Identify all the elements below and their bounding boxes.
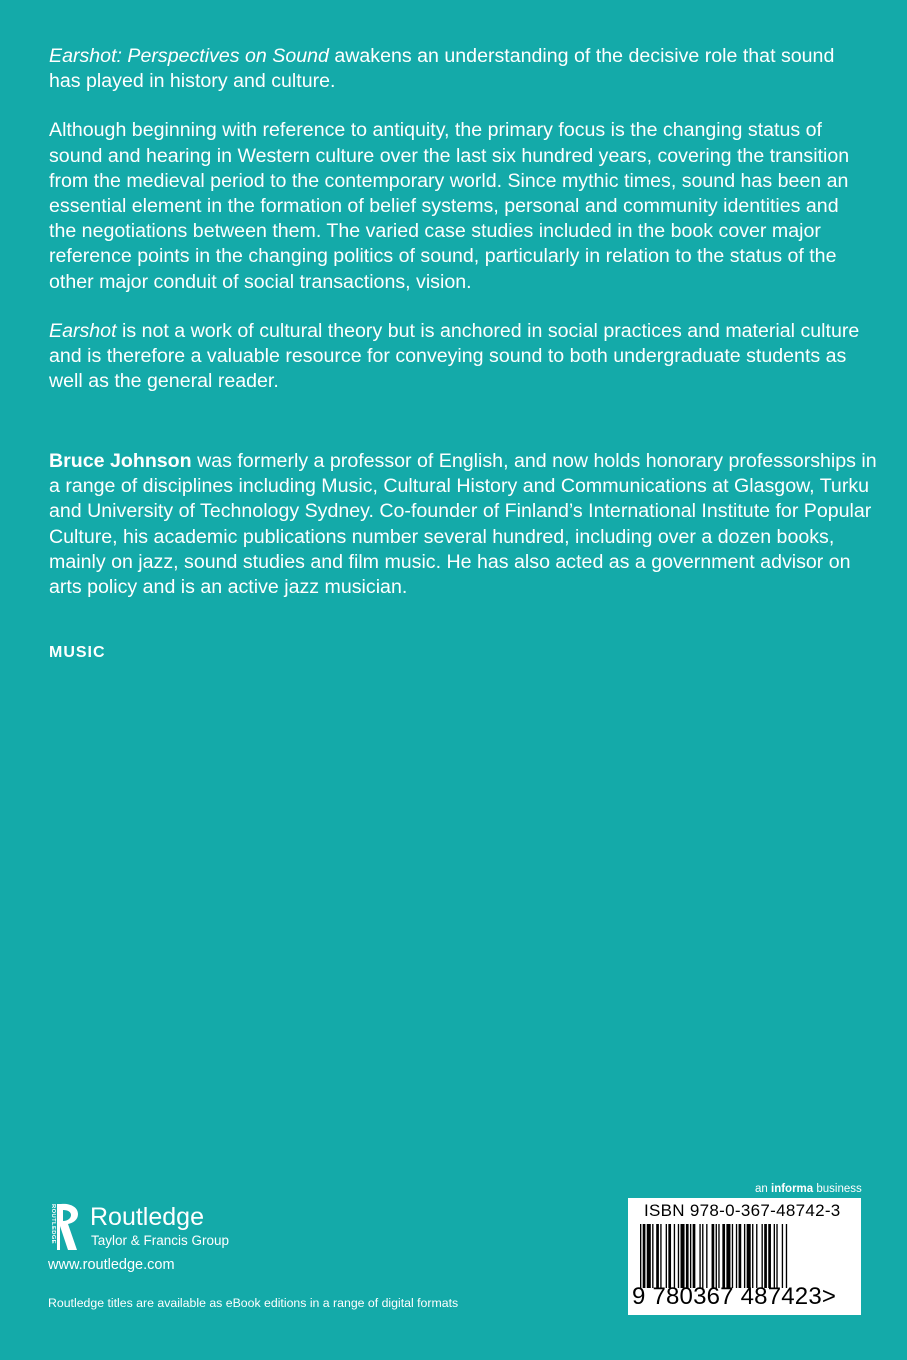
barcode-bars <box>638 1224 852 1288</box>
blurb-text: is not a work of cultural theory but is anchored in social practices and material culture and is therefore a valuable resource for conveying sound to both undergraduate students as well as the general reader. <box>49 319 860 393</box>
ebook-note: Routledge titles are available as eBook editions in a range of digital formats <box>48 1296 459 1310</box>
subject-category: MUSIC <box>49 644 106 661</box>
blurb-paragraph-3 <box>49 319 871 395</box>
barcode-digits: 9 780367 487423> <box>632 1283 837 1310</box>
barcode-bar <box>747 1224 751 1288</box>
barcode-bar <box>702 1224 703 1288</box>
barcode-bar <box>668 1224 671 1288</box>
barcode-bar <box>718 1224 719 1288</box>
barcode-bar <box>786 1224 787 1288</box>
informa-brand: informa <box>771 1183 814 1195</box>
barcode-bar <box>666 1224 667 1288</box>
barcode-bar <box>678 1224 679 1288</box>
barcode-bar <box>764 1224 767 1288</box>
barcode-bar <box>716 1224 717 1288</box>
barcode-bar <box>647 1224 651 1288</box>
barcode-bar <box>690 1224 691 1288</box>
author-bio-text: was formerly a professor of English, and now holds honorary professorships in a range of disciplines including Music, Cultural History and Communications at Glasgow, Turku and University of Technology Sydney. Co-founder of Finland’s International Institute for Popular Culture, his academic publications number several hundred, including over a dozen books, mainly on jazz, sound studies and film music. He has also acted as a government advisor on arts policy and is an active jazz musician. <box>49 450 877 599</box>
blurb-paragraph-1 <box>49 44 871 94</box>
barcode-bar <box>643 1224 646 1288</box>
barcode-bar <box>686 1224 689 1288</box>
routledge-logo <box>46 1202 246 1254</box>
isbn-label: ISBN 978-0-367-48742-3 <box>644 1201 841 1220</box>
routledge-vertical-wordmark: ROUTLEDGE <box>50 1204 56 1244</box>
barcode-bar <box>640 1224 641 1288</box>
barcode-bar <box>782 1224 783 1288</box>
barcode-bar <box>674 1224 675 1288</box>
barcode-bar <box>656 1224 659 1288</box>
isbn-barcode <box>628 1198 861 1315</box>
barcode-bar <box>652 1224 653 1288</box>
routledge-logo-icon <box>46 1202 80 1252</box>
barcode-bar <box>699 1224 700 1288</box>
barcode-bar <box>762 1224 763 1288</box>
author-bio <box>49 449 879 600</box>
barcode-bar <box>756 1224 757 1288</box>
description-blurb <box>49 44 871 418</box>
barcode-bar <box>660 1224 661 1288</box>
barcode-bar <box>774 1224 775 1288</box>
barcode-bar <box>681 1224 685 1288</box>
informa-business-label: an informa business <box>755 1183 862 1195</box>
blurb-text: awakens an understanding of the decisive role that sound has played in history and culture. <box>49 45 835 93</box>
barcode-bar <box>739 1224 742 1288</box>
barcode-bar <box>752 1224 753 1288</box>
barcode-bar <box>776 1224 777 1288</box>
blurb-paragraph-2: Although beginning with reference to antiquity, the primary focus is the changing status of sound and hearing in Western culture over the last six hundred years, covering the transition from the medieval period to the contemporary world. Since mythic times, sound has been an essential element in the formation of belief systems, personal and community identities and the negotiations between them. The varied case studies included in the book cover major reference points in the changing politics of sound, particularly in relation to the status of the other major conduit of social transactions, vision. <box>49 119 850 293</box>
barcode-bar <box>768 1224 771 1288</box>
barcode-bar <box>736 1224 737 1288</box>
publisher-group: Taylor & Francis Group <box>91 1233 230 1248</box>
author-name: Bruce Johnson <box>49 450 192 472</box>
barcode-bar <box>744 1224 745 1288</box>
publisher-name: Routledge <box>90 1203 204 1231</box>
book-title-italic: Earshot <box>49 319 117 342</box>
barcode-bar <box>722 1224 725 1288</box>
barcode-bar <box>712 1224 715 1288</box>
publisher-website: www.routledge.com <box>48 1257 175 1273</box>
barcode-bar <box>693 1224 696 1288</box>
book-title-italic: Earshot: Perspectives on Sound <box>49 45 329 67</box>
barcode-bar <box>726 1224 730 1288</box>
barcode-bar <box>706 1224 707 1288</box>
barcode-bar <box>732 1224 733 1288</box>
